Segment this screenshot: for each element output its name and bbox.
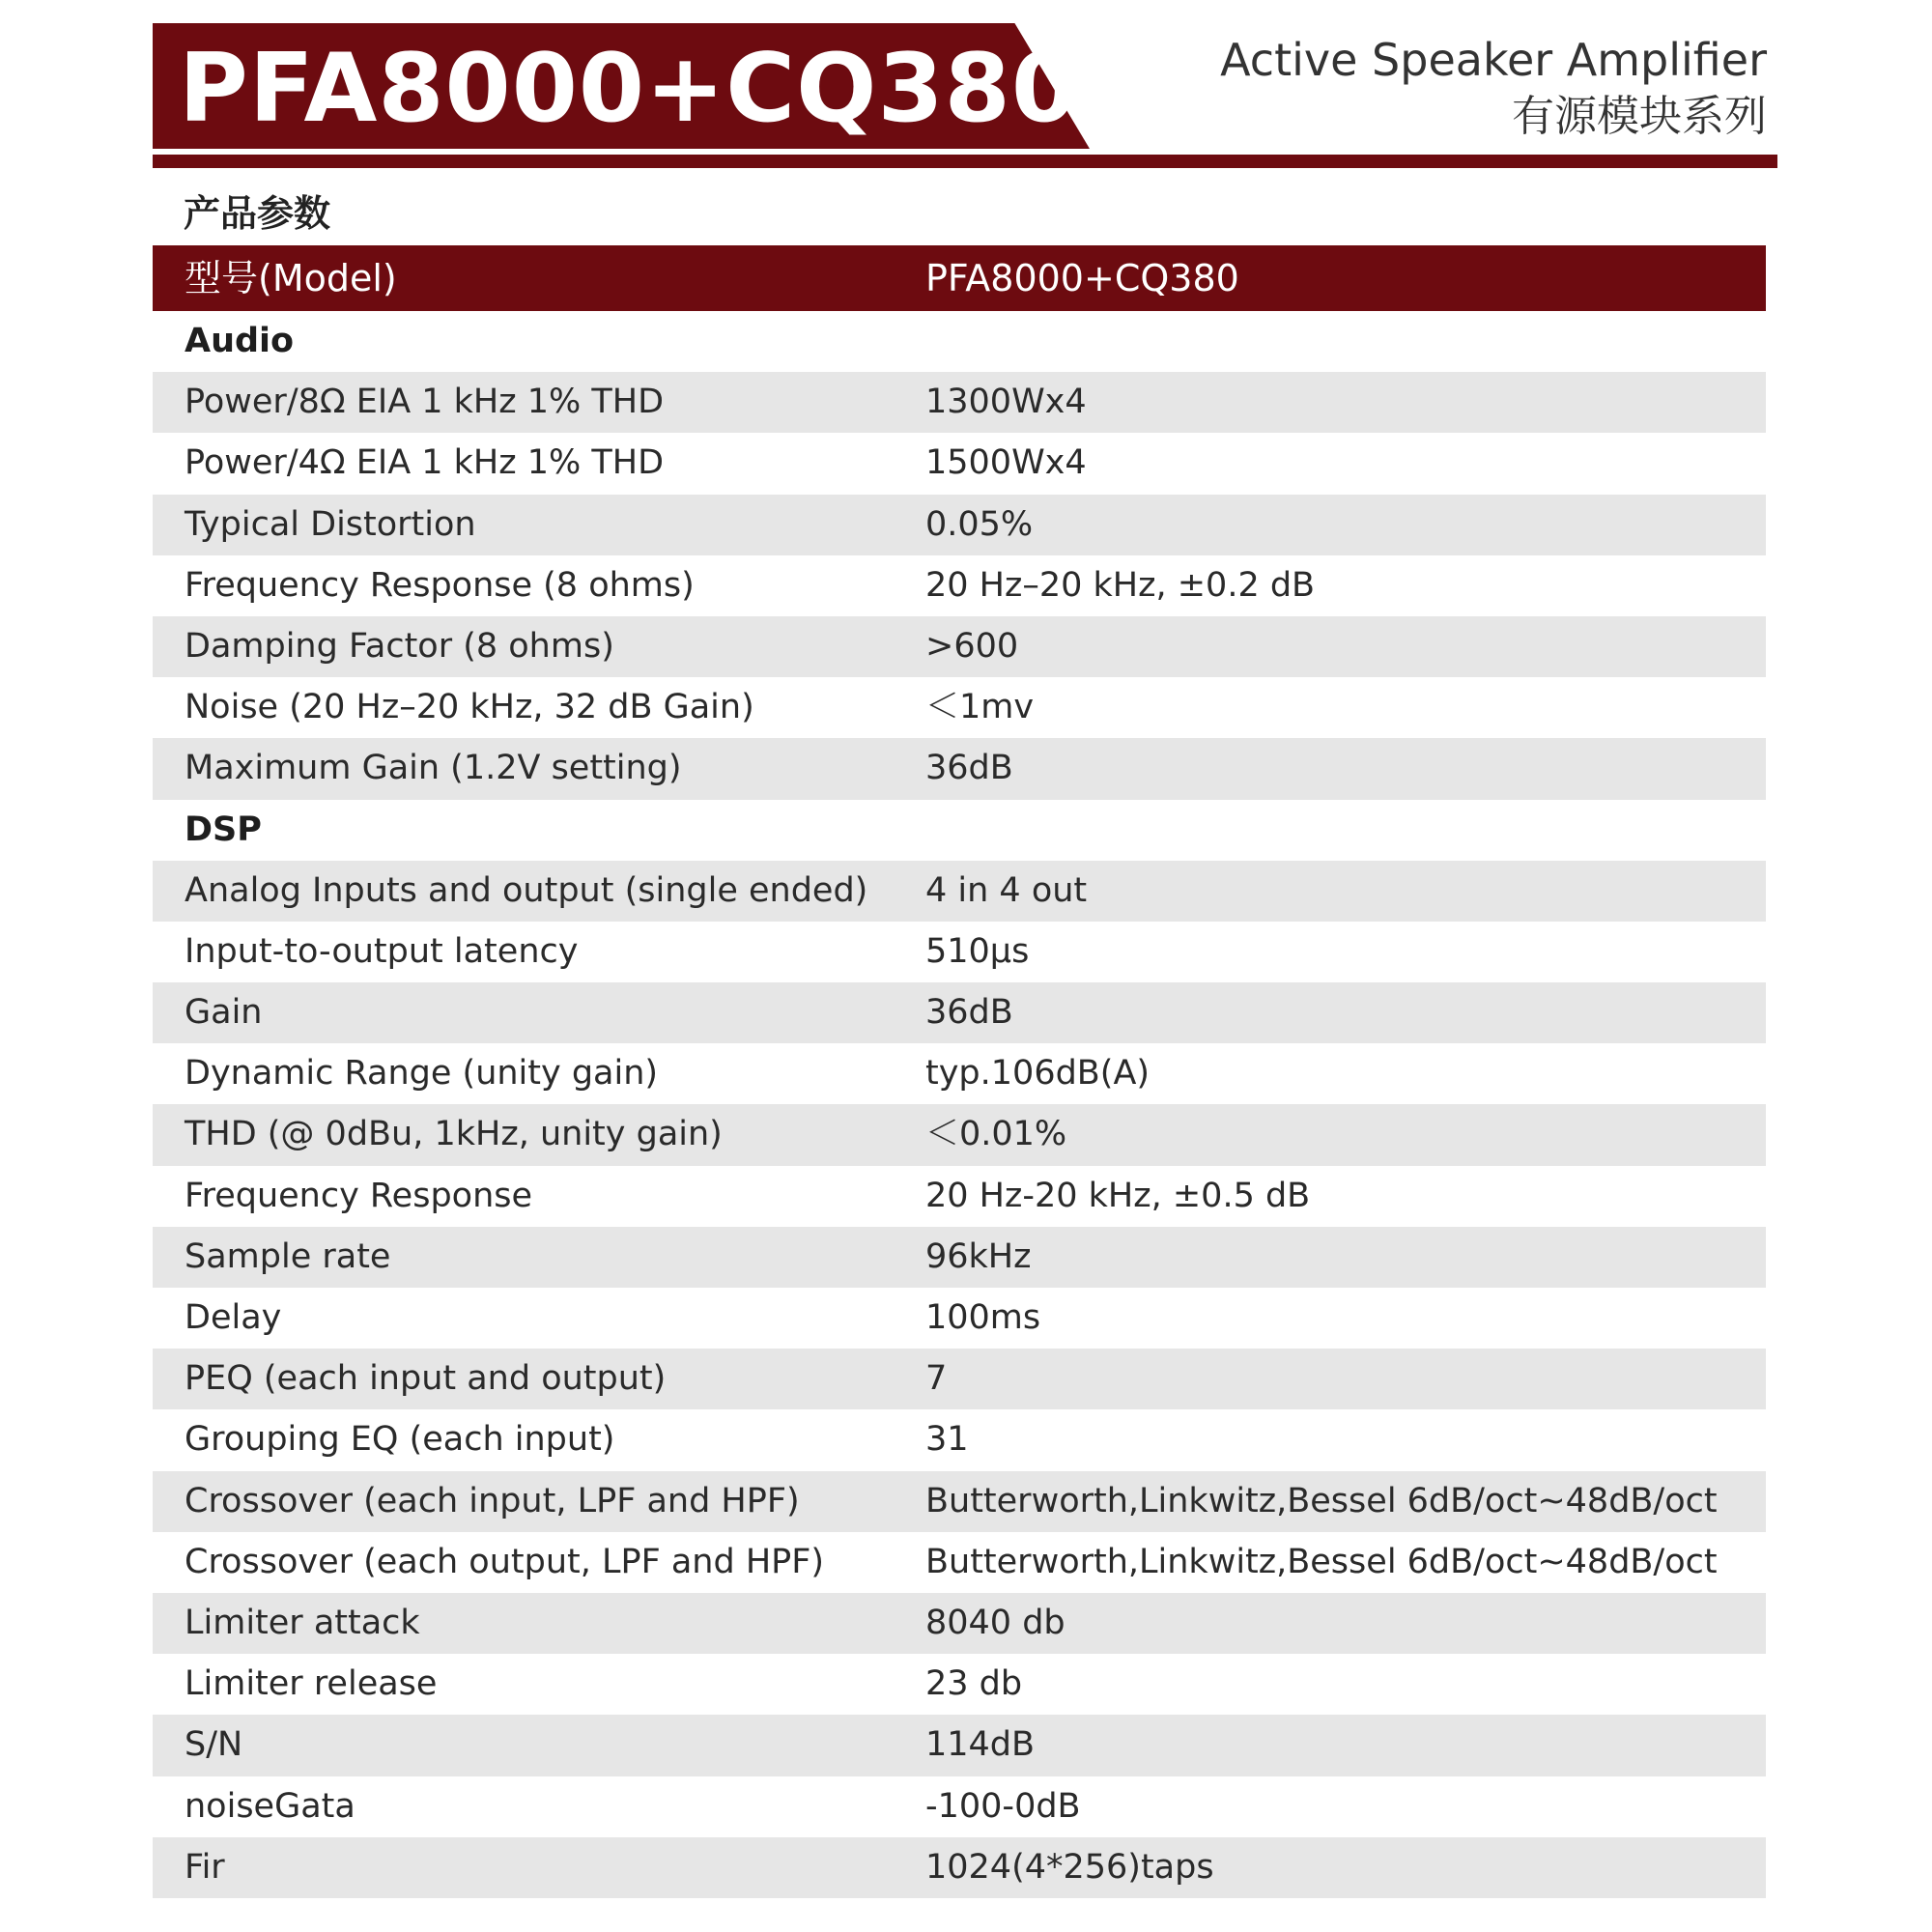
header-divider <box>153 155 1777 168</box>
spec-value: 20 Hz-20 kHz, ±0.5 dB <box>925 1176 1311 1215</box>
spec-label: Gain <box>185 993 263 1033</box>
group-heading: Audio <box>185 322 295 360</box>
spec-label: Analog Inputs and output (single ended) <box>185 870 868 910</box>
table-row <box>153 495 1766 555</box>
table-row <box>153 555 1766 616</box>
product-title: PFA8000+CQ380 <box>179 34 1079 144</box>
table-row <box>153 616 1766 677</box>
table-row <box>153 1166 1766 1227</box>
spec-value: 96kHz <box>925 1236 1032 1276</box>
spec-value: typ.106dB(A) <box>925 1054 1151 1094</box>
subtitle-english: Active Speaker Amplifier <box>1220 34 1767 86</box>
spec-label: Damping Factor (8 ohms) <box>185 626 614 666</box>
table-body <box>153 311 1766 1898</box>
spec-value: 20 Hz–20 kHz, ±0.2 dB <box>925 565 1316 605</box>
spec-table <box>153 245 1766 1898</box>
spec-value: 31 <box>925 1420 969 1460</box>
spec-value: 8040 db <box>925 1603 1065 1642</box>
spec-value: 23 db <box>925 1664 1023 1704</box>
header-value: PFA8000+CQ380 <box>925 257 1239 299</box>
spec-label: Frequency Response (8 ohms) <box>185 565 695 605</box>
spec-label: THD (@ 0dBu, 1kHz, unity gain) <box>185 1115 723 1154</box>
spec-label: Sample rate <box>185 1236 391 1276</box>
spec-label: Crossover (each input, LPF and HPF) <box>185 1481 800 1520</box>
header-label: 型号(Model) <box>185 257 397 299</box>
spec-label: Fir <box>185 1847 225 1887</box>
spec-value: 36dB <box>925 749 1013 788</box>
spec-value: ＜0.01% <box>925 1115 1067 1154</box>
table-row <box>153 1532 1766 1593</box>
table-row <box>153 1776 1766 1837</box>
spec-label: Noise (20 Hz–20 kHz, 32 dB Gain) <box>185 688 754 727</box>
table-row <box>153 433 1766 494</box>
table-header-row <box>153 245 1766 311</box>
table-row <box>153 1409 1766 1470</box>
spec-value: 7 <box>925 1359 948 1399</box>
spec-value: 114dB <box>925 1725 1036 1765</box>
group-heading: DSP <box>185 810 262 849</box>
table-row <box>153 1288 1766 1349</box>
spec-value: 100ms <box>925 1298 1041 1337</box>
spec-label: Power/4Ω EIA 1 kHz 1% THD <box>185 443 665 483</box>
spec-value: -100-0dB <box>925 1786 1081 1826</box>
spec-value: 1500Wx4 <box>925 443 1087 483</box>
spec-value: Butterworth,Linkwitz,Bessel 6dB/oct~48dB/oct <box>925 1542 1718 1581</box>
table-row <box>153 1471 1766 1532</box>
spec-label: S/N <box>185 1725 243 1765</box>
spec-label: Limiter release <box>185 1664 438 1704</box>
table-row <box>153 1349 1766 1409</box>
spec-label: noiseGata <box>185 1786 355 1826</box>
spec-label: Frequency Response <box>185 1176 533 1215</box>
table-row <box>153 922 1766 982</box>
spec-label: PEQ (each input and output) <box>185 1359 667 1399</box>
table-row <box>153 861 1766 922</box>
spec-value: 1024(4*256)taps <box>925 1847 1214 1887</box>
spec-value: >600 <box>925 626 1019 666</box>
table-row <box>153 1715 1766 1776</box>
table-row <box>153 372 1766 433</box>
table-row <box>153 1043 1766 1104</box>
table-row <box>153 1593 1766 1654</box>
spec-label: Crossover (each output, LPF and HPF) <box>185 1542 825 1581</box>
spec-value: 36dB <box>925 993 1013 1033</box>
table-row <box>153 1227 1766 1288</box>
table-row <box>153 982 1766 1043</box>
spec-value: ＜1mv <box>925 688 1035 727</box>
spec-label: Dynamic Range (unity gain) <box>185 1054 659 1094</box>
spec-label: Power/8Ω EIA 1 kHz 1% THD <box>185 383 665 422</box>
table-row <box>153 1837 1766 1898</box>
spec-value: 1300Wx4 <box>925 383 1087 422</box>
spec-label: Maximum Gain (1.2V setting) <box>185 749 682 788</box>
spec-label: Input-to-output latency <box>185 931 579 971</box>
table-row <box>153 738 1766 799</box>
group-heading-row <box>153 800 1766 861</box>
subtitle-chinese: 有源模块系列 <box>1512 92 1767 141</box>
spec-label: Delay <box>185 1298 282 1337</box>
spec-label: Limiter attack <box>185 1603 420 1642</box>
spec-value: 4 in 4 out <box>925 870 1088 910</box>
spec-value: 510μs <box>925 931 1030 971</box>
table-row <box>153 1104 1766 1165</box>
spec-label: Typical Distortion <box>185 504 476 544</box>
section-title: 产品参数 <box>184 192 331 235</box>
spec-value: Butterworth,Linkwitz,Bessel 6dB/oct~48dB/oct <box>925 1481 1718 1520</box>
table-row <box>153 1654 1766 1715</box>
group-heading-row <box>153 311 1766 372</box>
spec-value: 0.05% <box>925 504 1034 544</box>
table-row <box>153 677 1766 738</box>
spec-label: Grouping EQ (each input) <box>185 1420 615 1460</box>
